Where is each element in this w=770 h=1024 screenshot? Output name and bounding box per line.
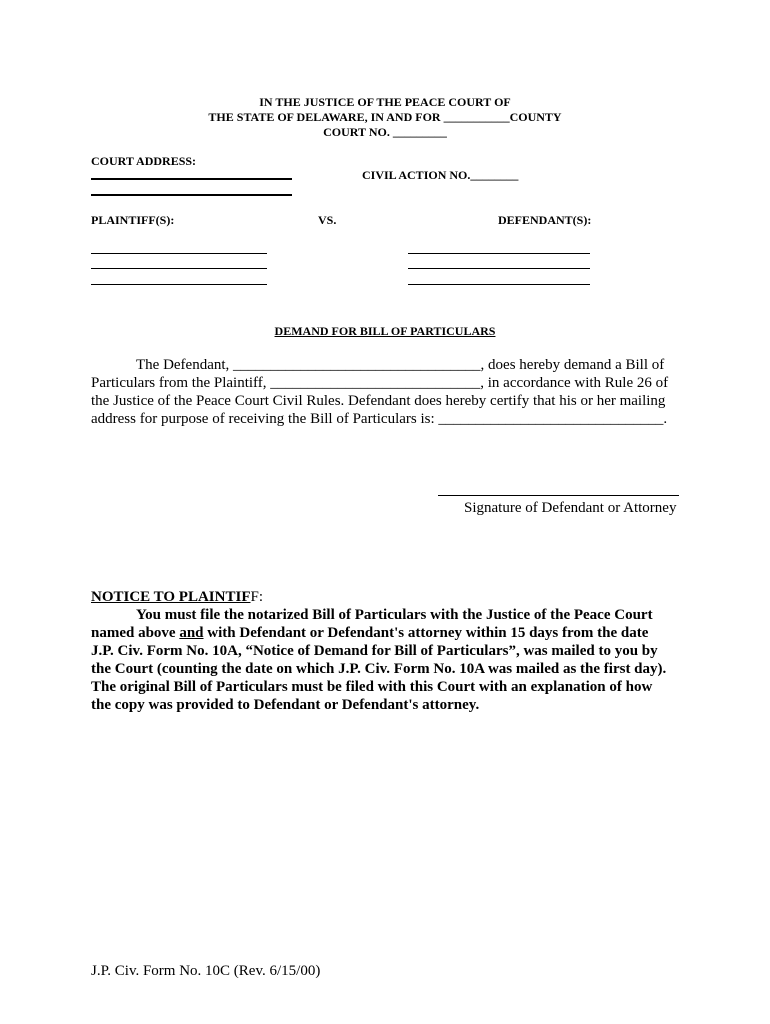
demand-line-1: The Defendant, _________________________________, does hereby demand a Bill of	[136, 357, 665, 373]
court-address-label: COURT ADDRESS:	[91, 154, 197, 168]
signature-line[interactable]	[438, 495, 679, 496]
notice-heading-rest: F:	[250, 589, 264, 605]
court-header-line3: COURT NO. _________	[323, 125, 447, 139]
plaintiff-line-3[interactable]	[91, 284, 267, 285]
vs-label: VS.	[318, 213, 337, 227]
notice-line-6: the copy was provided to Defendant or Defendant's attorney.	[91, 697, 480, 713]
plaintiff-line-2[interactable]	[91, 268, 267, 269]
court-address-line-1[interactable]	[91, 178, 292, 180]
civil-action-label: CIVIL ACTION NO.________	[362, 168, 519, 182]
court-address-line-2[interactable]	[91, 194, 292, 196]
notice-line-2	[91, 624, 648, 642]
form-number-footer: J.P. Civ. Form No. 10C (Rev. 6/15/00)	[91, 963, 321, 979]
notice-line-4: the Court (counting the date on which J.P. Civ. Form No. 10A was mailed as the first day).	[91, 661, 667, 677]
notice-line-1: You must file the notarized Bill of Particulars with the Justice of the Peace Court	[136, 607, 653, 623]
court-header-line1: IN THE JUSTICE OF THE PEACE COURT OF	[259, 95, 511, 109]
defendant-label: DEFENDANT(S):	[498, 213, 592, 227]
notice-heading	[91, 588, 263, 606]
demand-title: DEMAND FOR BILL OF PARTICULARS	[274, 324, 496, 338]
demand-line-3: the Justice of the Peace Court Civil Rules. Defendant does hereby certify that his or her mailing	[91, 393, 666, 409]
plaintiff-line-1[interactable]	[91, 253, 267, 254]
defendant-line-2[interactable]	[408, 268, 590, 269]
notice-line-5: The original Bill of Particulars must be filed with this Court with an explanation of how	[91, 679, 653, 695]
court-header-line2: THE STATE OF DELAWARE, IN AND FOR ___________COUNTY	[208, 110, 562, 124]
signature-label: Signature of Defendant or Attorney	[464, 500, 677, 516]
notice-line-2-and: and	[179, 625, 204, 641]
notice-heading-underlined: NOTICE TO PLAINTIF	[91, 589, 251, 605]
notice-line-2-b: with Defendant or Defendant's attorney within 15 days from the date	[203, 625, 649, 641]
defendant-line-3[interactable]	[408, 284, 590, 285]
demand-line-2: Particulars from the Plaintiff, ____________________________, in accordance with Rule 26 of	[91, 375, 669, 391]
plaintiff-label: PLAINTIFF(S):	[91, 213, 175, 227]
demand-line-4: address for purpose of receiving the Bill of Particulars is: ______________________________.	[91, 411, 668, 427]
notice-line-2-a: named above	[91, 625, 180, 641]
notice-line-3: J.P. Civ. Form No. 10A, “Notice of Demand for Bill of Particulars”, was mailed to you by	[91, 643, 658, 659]
defendant-line-1[interactable]	[408, 253, 590, 254]
